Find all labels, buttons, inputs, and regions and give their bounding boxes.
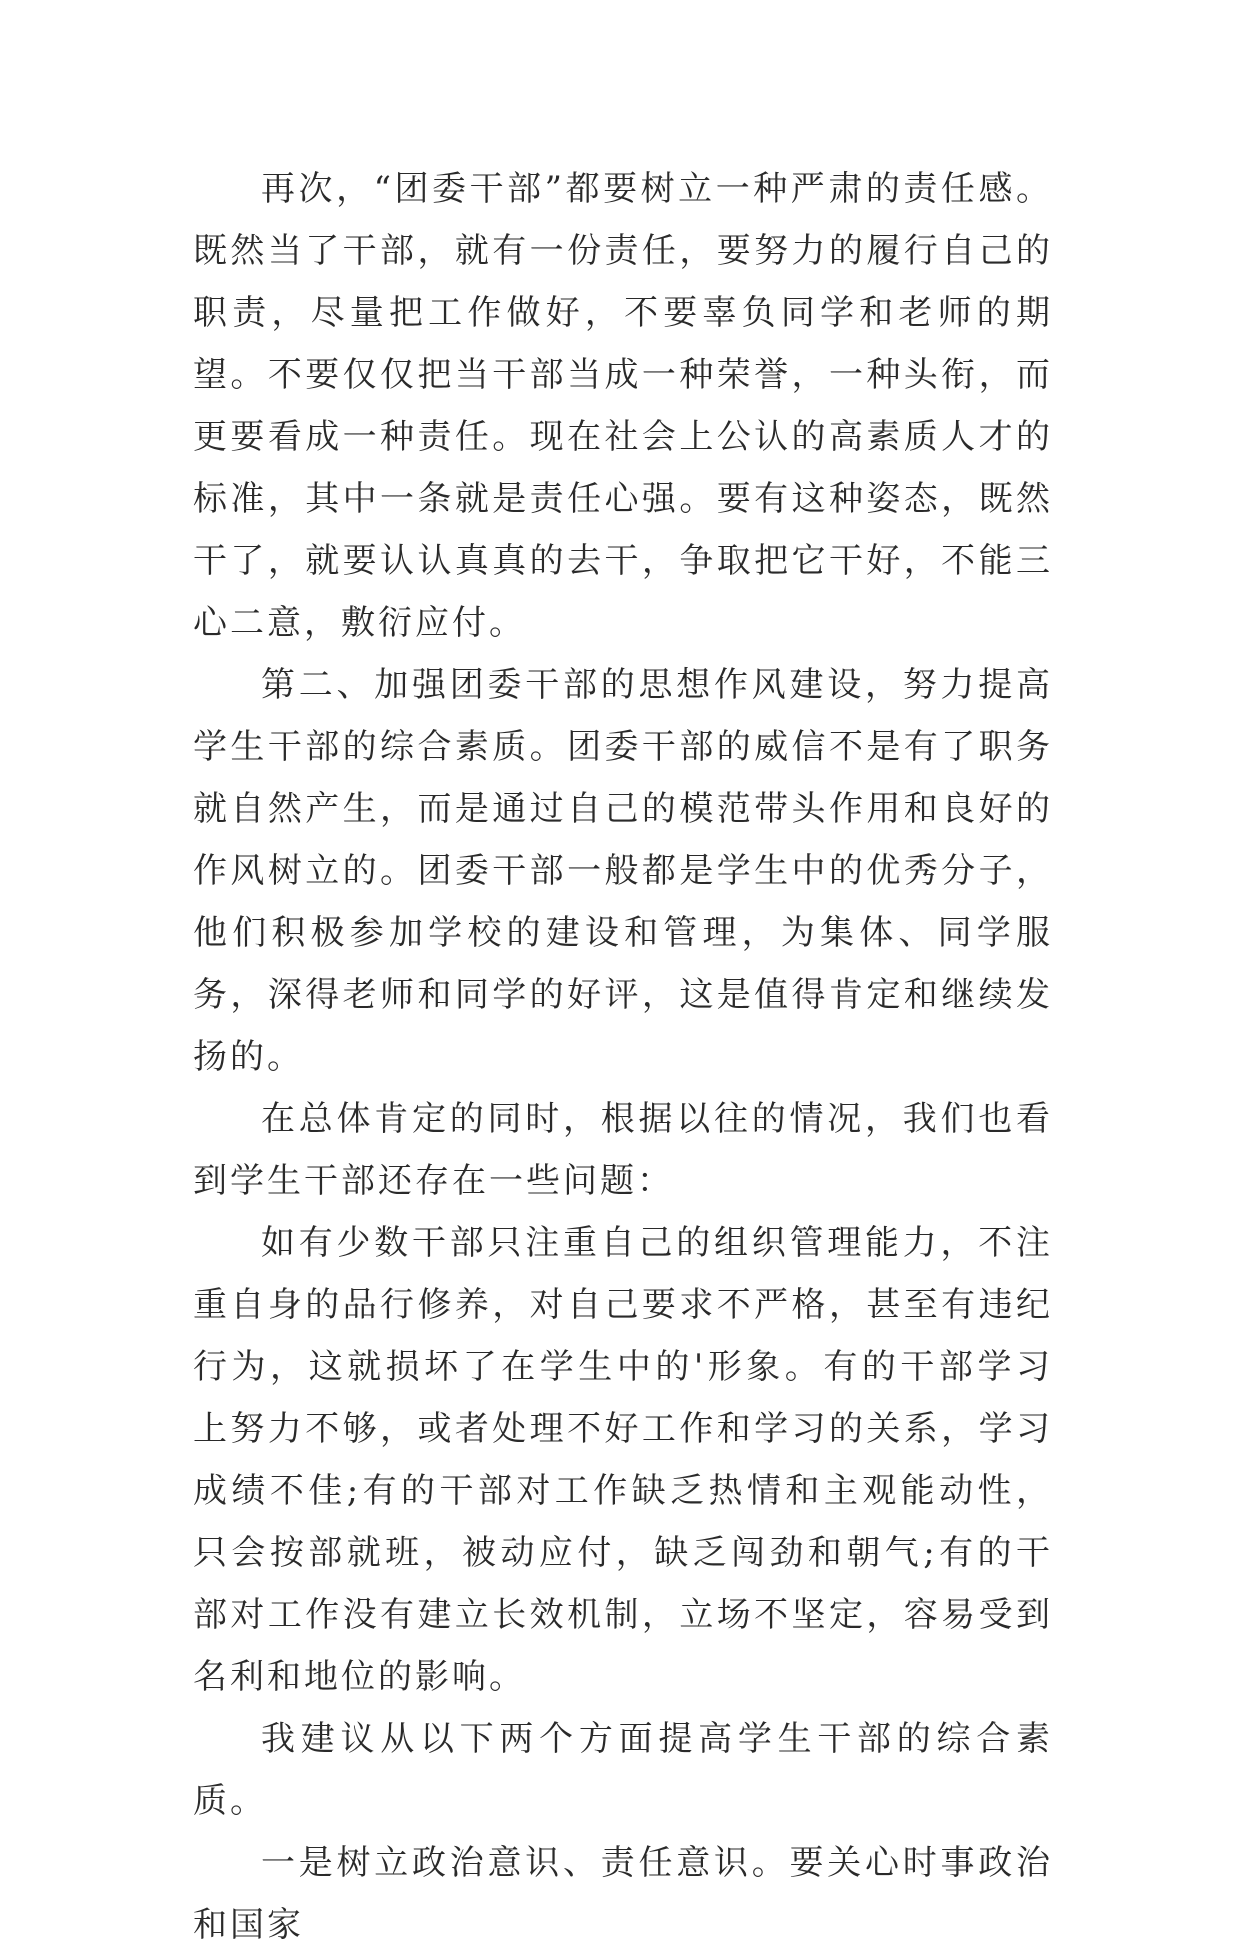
paragraph-suggestion-intro: 我建议从以下两个方面提高学生干部的综合素质。 xyxy=(193,1719,1053,1821)
paragraph-second-point: 第二、加强团委干部的思想作风建设，努力提高学生干部的综合素质。团委干部的威信不是有了职务就自然产生，而是通过自己的模范带头作用和良好的作风树立的。团委干部一般都是学生中的优秀分子，他们积极参加学校的建设和管理，为集体、同学服务，深得老师和同学的好评，这是值得肯定和继续发扬的。 xyxy=(193,665,1053,1077)
paragraph-problems-detail: 如有少数干部只注重自己的组织管理能力，不注重自身的品行修养，对自己要求不严格，甚至有违纪行为，这就损坏了在学生中的'形象。有的干部学习上努力不够，或者处理不好工作和学习的关系，学习成绩不佳;有的干部对工作缺乏热情和主观能动性，只会按部就班，被动应付，缺乏闯劲和朝气;有的干部对工作没有建立长效机制，立场不坚定，容易受到名利和地位的影响。 xyxy=(193,1223,1053,1697)
paragraph-problems-intro: 在总体肯定的同时，根据以往的情况，我们也看到学生干部还存在一些问题： xyxy=(193,1099,1053,1201)
document-body xyxy=(193,158,1053,1956)
paragraph-suggestion-one: 一是树立政治意识、责任意识。要关心时事政治和国家 xyxy=(193,1843,1053,1945)
paragraph-responsibility: 再次，“团委干部”都要树立一种严肃的责任感。既然当了干部，就有一份责任，要努力的履行自己的职责，尽量把工作做好，不要辜负同学和老师的期望。不要仅仅把当干部当成一种荣誉，一种头衔，而更要看成一种责任。现在社会上公认的高素质人才的标准，其中一条就是责任心强。要有这种姿态，既然干了，就要认认真真的去干，争取把它干好，不能三心二意，敷衍应付。 xyxy=(193,169,1053,643)
